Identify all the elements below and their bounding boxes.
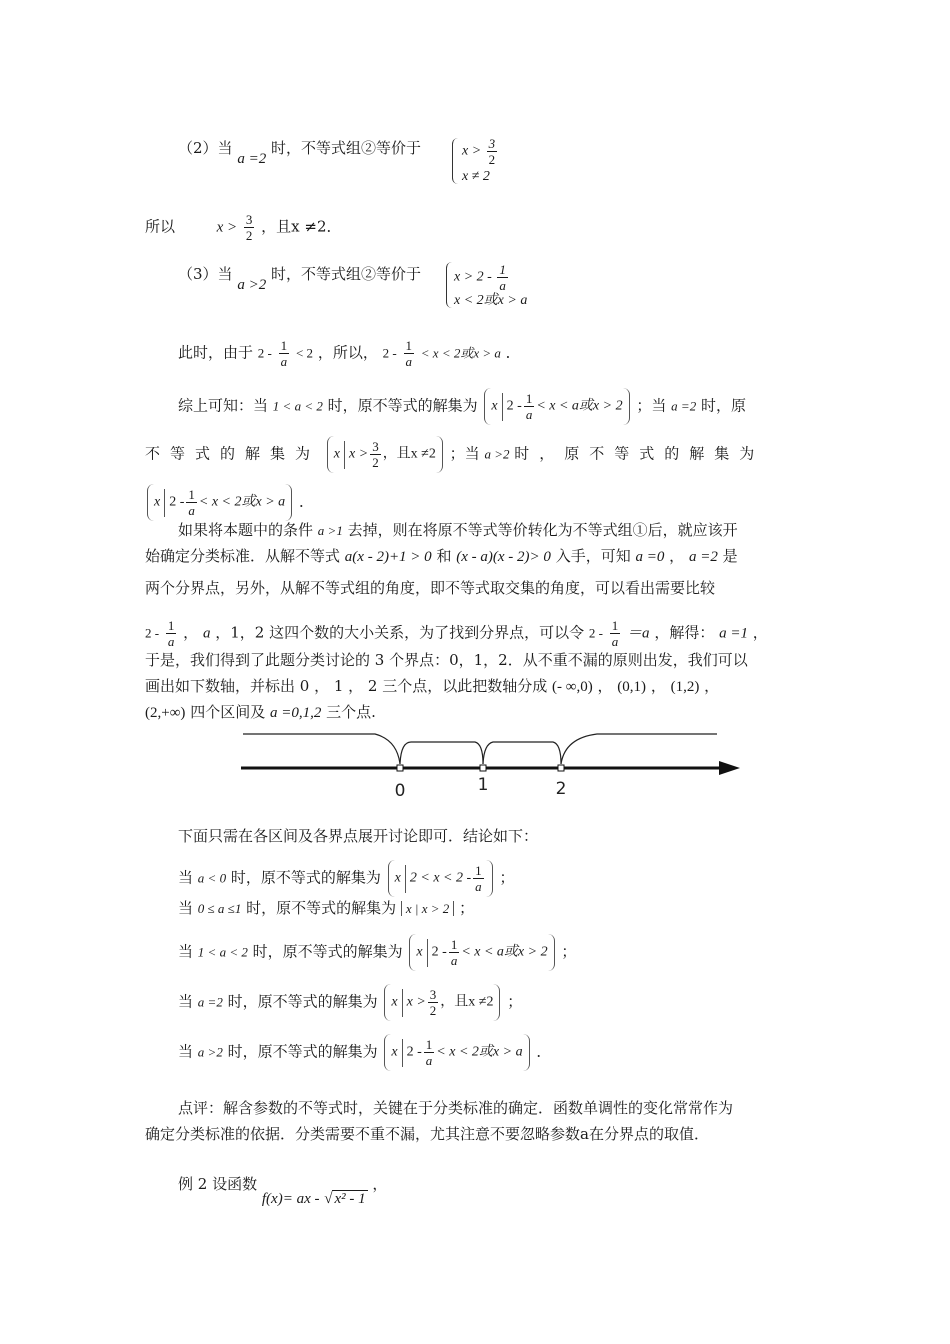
fraction: $\frac{3}{2}$ [245, 212, 253, 243]
text: ； [561, 942, 577, 961]
text: ，所以， [317, 343, 378, 362]
text: 时，原不等式的解集为 [230, 868, 381, 887]
text: ， [752, 623, 768, 642]
text: ． [298, 492, 314, 511]
text: 去掉，则在将原不等式等价转化为不等式组①后，就应该开 [347, 521, 738, 539]
comment-line-2: 确定分类标准的依据．分类需要不重不漏，尤其注意不要忽略参数a在分界点的取值． [145, 1125, 709, 1143]
text: ； [459, 899, 475, 917]
text: ； [507, 992, 523, 1011]
case-2-heading [178, 138, 421, 167]
since-line [178, 338, 521, 369]
para-line-1 [178, 520, 738, 541]
text: 时，原 [700, 396, 746, 415]
system-line-1: x > $\frac{3}{2}$ [462, 136, 496, 167]
math: < 2 [295, 345, 314, 361]
math: a >2 [484, 446, 510, 462]
para-line-3: 两个分界点，另外，从解不等式组的角度，即不等式取交集的角度，可以看出需要比较 [145, 579, 716, 597]
case-line-1 [178, 860, 514, 897]
text: 时，原不等式的解集为 [252, 942, 403, 961]
example-2: 例 2 设函数 f(x)= ax - √ x² - 1 ， [178, 1175, 388, 1207]
text: ； [499, 868, 515, 887]
math: 1 < a < 2 [272, 398, 323, 414]
axis-arrow-icon [719, 761, 740, 775]
text: 入手，可知 [555, 547, 631, 565]
math: a < 0 [197, 870, 227, 886]
interval-arc-0-1 [400, 742, 483, 764]
math: a =2 [688, 549, 718, 565]
para-line-5: 于是，我们得到了此题分类讨论的 3 个界点：0，1，2．从不重不漏的原则出发，我们可以 [145, 651, 748, 669]
text: ． [505, 343, 521, 362]
solution-set: x x > $\frac{3}{2}$ ，且x ≠2 [384, 984, 500, 1021]
text: 时，不等式组②等价于 [270, 265, 421, 283]
math: a [202, 625, 211, 642]
case-line-4 [178, 984, 522, 1021]
number-line-diagram [235, 728, 750, 803]
text: 当 [178, 1042, 194, 1061]
fraction: $\frac{1}{a}$ [405, 338, 412, 369]
summary-line-1 [178, 388, 746, 425]
system-line-2: x < 2或x > a [454, 293, 528, 308]
math: a =2 [671, 398, 697, 414]
summary-line-2 [145, 436, 764, 473]
case-line-5 [178, 1034, 551, 1071]
text: （3）当 [178, 265, 233, 283]
solution-set: x 2 < x < 2 - $\frac{1}{a}$ [388, 860, 493, 897]
fraction: $\frac{1}{a}$ [167, 618, 175, 649]
text: ，1，2 这四个数的大小关系，为了找到分界点，可以令 [215, 623, 585, 642]
math: ＝a [627, 625, 650, 642]
math: a =2 [237, 151, 267, 167]
solution-set: x 2 - $\frac{1}{a}$ < x < a或x > 2 [409, 934, 554, 971]
text: ， [669, 547, 685, 565]
interval-arc-neg-inf-0 [243, 734, 400, 764]
math: a(x - 2)+1 > 0 [344, 549, 432, 565]
axis-label-0: 0 [394, 781, 406, 801]
system-line-1: x > 2 - $\frac{1}{a}$ [454, 262, 506, 293]
point-2 [558, 765, 564, 771]
math: a =0 [635, 549, 665, 565]
text: 四个区间及 [190, 703, 266, 721]
para-line-2 [145, 546, 738, 567]
text: 时，原不等式的解集为 [514, 444, 765, 463]
text: ， [597, 677, 613, 695]
math: 1 < a < 2 [197, 944, 248, 960]
fraction: $\frac{1}{a}$ [611, 618, 619, 649]
para-line-7 [145, 702, 376, 723]
text: 当 [178, 868, 194, 887]
interval-arc-2-inf [561, 734, 717, 764]
text: 当 [178, 992, 194, 1011]
system-brace [446, 262, 453, 308]
text: ，解得： [654, 623, 715, 642]
para-line-4 [145, 618, 768, 649]
text: 不等式的解集为 [145, 444, 321, 463]
fraction: $\frac{3}{2}$ [488, 136, 496, 167]
text: 综上可知：当 [178, 396, 269, 415]
text: 画出如下数轴，并标出 0 ， 1 ， 2 三个点，以此把数轴分成 [145, 677, 548, 695]
math: (- ∞,0) [552, 679, 593, 695]
text: ；当 [449, 444, 480, 463]
text: （2）当 [178, 139, 233, 157]
math: 0 ≤ a ≤1 [197, 901, 242, 916]
case-line-2 [178, 898, 474, 919]
solution-set: x 2 - $\frac{1}{a}$ < x < a或x > 2 [484, 388, 629, 425]
math: f(x)= ax - [261, 1191, 320, 1207]
text: 当 [178, 942, 194, 961]
axis-label-2: 2 [555, 779, 567, 799]
point-0 [397, 765, 403, 771]
math: a =0,1,2 [269, 705, 322, 721]
fraction: $\frac{1}{a}$ [280, 338, 288, 369]
math: 2 - [588, 625, 603, 641]
point-1 [480, 765, 486, 771]
system-line-2: x ≠ 2 [462, 169, 490, 184]
text: 当 [178, 899, 194, 917]
text: ， [650, 677, 666, 695]
math: (2,+∞) [145, 705, 186, 721]
text: 例 2 设函数 [178, 1175, 258, 1193]
solution-set: x x > $\frac{3}{2}$ ，且x ≠2 [327, 436, 443, 473]
text: ， [183, 623, 199, 642]
text: 三个点. [326, 703, 376, 721]
therefore-line [145, 212, 342, 243]
text: 此时，由于 [178, 343, 254, 362]
math: < x < 2或x > a [420, 345, 501, 361]
math: a =2 [197, 994, 223, 1010]
text: ． [536, 1042, 552, 1061]
case-line-3 [178, 934, 576, 971]
text: 所以 [145, 217, 176, 236]
solution-set: x | x > 2 [401, 901, 454, 916]
math: (x - a)(x - 2)> 0 [456, 549, 551, 565]
conclusion-intro: 下面只需在各区间及各界点展开讨论即可．结论如下： [178, 827, 539, 845]
math: a >2 [237, 277, 267, 293]
math: x² - 1 [334, 1191, 366, 1207]
math: a =1 [719, 625, 748, 642]
text: ；当 [636, 396, 667, 415]
fraction: $\frac{1}{a}$ [499, 262, 506, 293]
math: 2 - [257, 345, 272, 361]
interval-arc-1-2 [483, 742, 561, 764]
math: (0,1) [617, 679, 647, 695]
system-brace [452, 138, 459, 184]
text: 时，原不等式的解集为 [227, 1042, 378, 1061]
case-3-heading [178, 264, 421, 293]
math: a >2 [197, 1044, 223, 1060]
text: 时，原不等式的解集为 [227, 992, 378, 1011]
text: ，且x ≠2． [261, 217, 342, 236]
text: 始确定分类标准．从解不等式 [145, 547, 341, 565]
solution-set: x 2 - $\frac{1}{a}$ < x < 2或x > a [384, 1034, 529, 1071]
text: 是 [722, 547, 738, 565]
axis-label-1: 1 [477, 775, 489, 795]
math: a >1 [317, 523, 343, 538]
text: ， [704, 677, 720, 695]
text: 时，原不等式的解集为 [246, 899, 397, 917]
text: 时，不等式组②等价于 [270, 139, 421, 157]
text: 时，原不等式的解集为 [327, 396, 478, 415]
para-line-6 [145, 676, 719, 697]
solution-set: x 2 - $\frac{1}{a}$ < x < 2或x > a [147, 484, 292, 521]
text: ， [372, 1175, 388, 1193]
math: (1,2) [670, 679, 700, 695]
text: 和 [436, 547, 452, 565]
summary-line-3 [145, 484, 314, 521]
text: 如果将本题中的条件 [178, 521, 314, 539]
math: 2 - [145, 625, 160, 641]
math: x > [216, 219, 238, 236]
math: 2 - [382, 345, 397, 361]
comment-line-1: 点评：解含参数的不等式时，关键在于分类标准的确定．函数单调性的变化常常作为 [178, 1099, 734, 1117]
